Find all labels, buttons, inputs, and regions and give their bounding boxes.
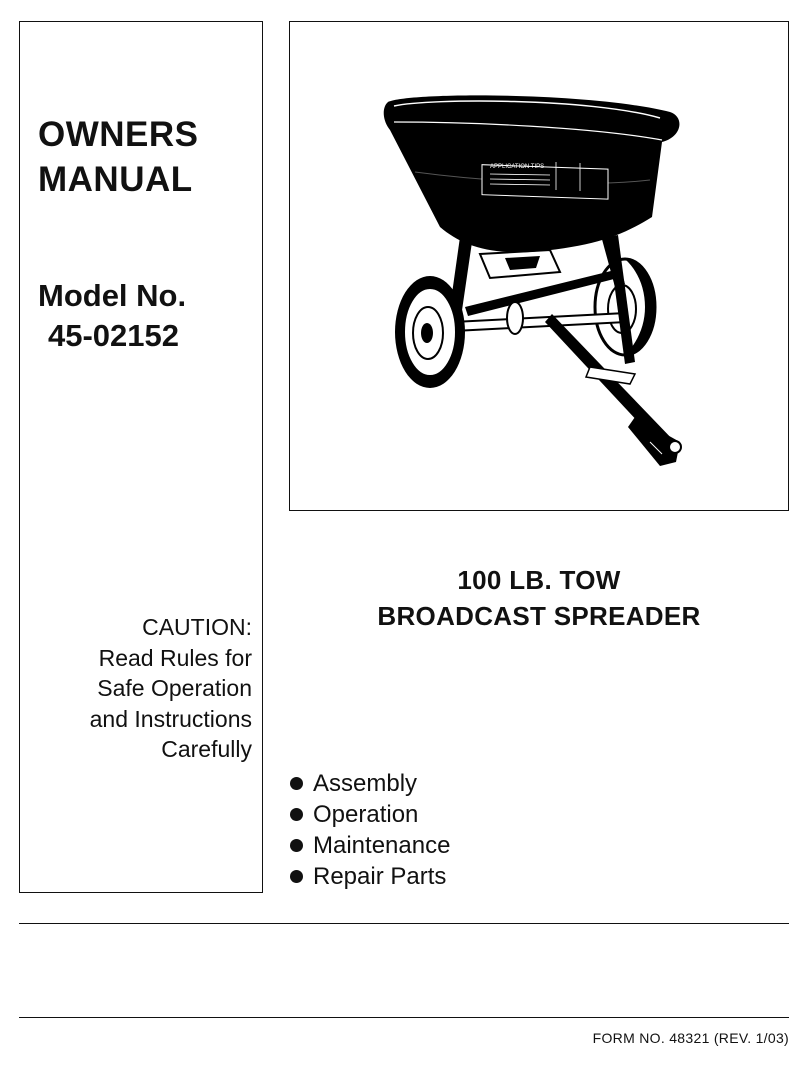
contents-list [290,768,450,892]
bullet-icon [290,870,303,883]
divider-bottom [19,1017,789,1018]
list-item-label: Assembly [313,770,418,797]
hopper-label-text: APPLICATION TIPS [490,164,545,170]
caution-line-3: Safe Operation [97,675,252,701]
list-item [290,830,450,861]
product-title [289,562,789,634]
manual-title-line-2: MANUAL [38,160,193,199]
spreader-illustration [290,22,790,512]
list-item-label: Maintenance [313,832,451,859]
product-title-line-1: 100 LB. TOW [457,565,621,595]
divider-top [19,923,789,924]
list-item-label: Operation [313,801,419,828]
caution-line-5: Carefully [161,736,252,762]
model-number: 45-02152 [48,318,180,353]
caution-line-2: Read Rules for [98,644,252,671]
form-number: FORM NO. 48321 (REV. 1/03) [592,1030,789,1046]
list-item [290,768,450,799]
caution-line-1: CAUTION: [142,614,252,640]
product-illustration-frame [289,21,789,511]
list-item [290,799,450,830]
model-block [38,276,260,356]
list-item-label: Repair Parts [313,863,447,890]
list-item [290,861,450,892]
model-label: Model No. [38,278,187,313]
product-title-line-2: BROADCAST SPREADER [377,601,701,631]
caution-line-4: and Instructions [89,705,252,732]
bullet-icon [290,839,303,852]
bullet-icon [290,777,303,790]
bullet-icon [290,808,303,821]
caution-notice [32,612,252,765]
manual-title [38,112,199,202]
manual-title-line-1: OWNERS [38,115,199,154]
